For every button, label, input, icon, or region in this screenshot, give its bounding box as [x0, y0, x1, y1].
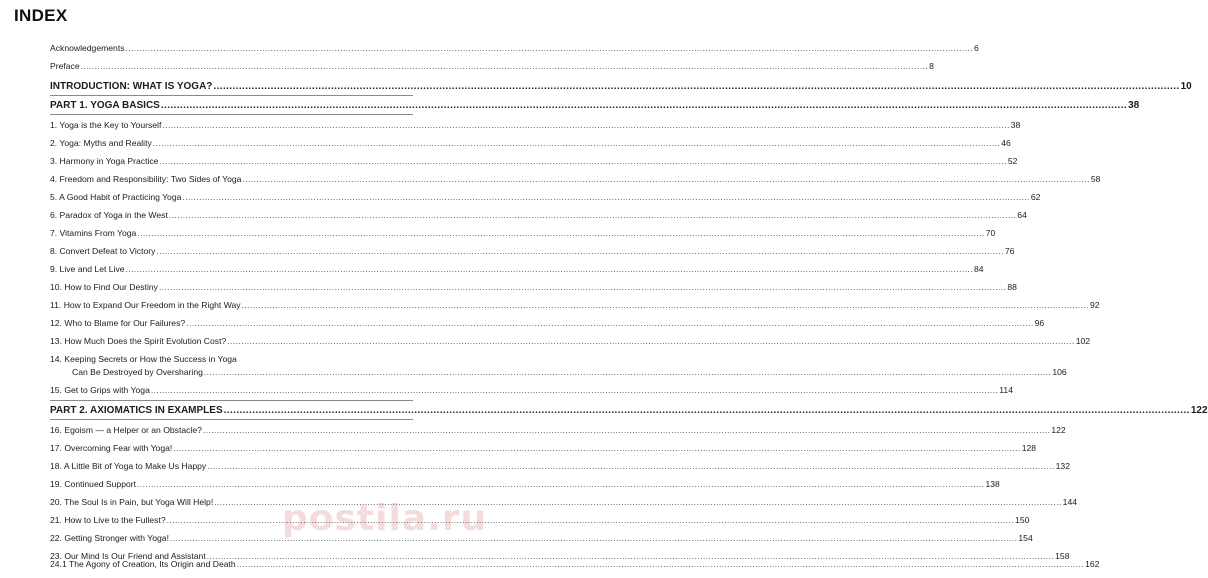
toc-entry[interactable]: 24.1 The Agony of Creation, Its Origin and Death ..... 162 [50, 558, 413, 570]
toc-entry[interactable]: 23. Our Mind Is Our Friend and Assistant ..... 158 [50, 550, 413, 562]
toc-entry[interactable]: 18. A Little Bit of Yoga to Make Us Happy ..... 132 [50, 460, 413, 472]
toc-entry[interactable]: 5. A Good Habit of Practicing Yoga ..... 62 [50, 191, 413, 203]
divider [50, 114, 413, 115]
toc-entry[interactable]: 4. Freedom and Responsibility: Two Sides of Yoga ..... 58 [50, 173, 413, 185]
toc-entry[interactable]: Preface ..... 8 [50, 60, 413, 72]
toc-entry[interactable]: 14. Keeping Secrets or How the Success in Yoga [50, 354, 237, 364]
toc-entry-continuation[interactable]: Can Be Destroyed by Oversharing ..... 106 [72, 366, 413, 378]
toc-entry[interactable]: 8. Convert Defeat to Victory ..... 76 [50, 245, 413, 257]
toc-entry[interactable]: 16. Egoism — a Helper or an Obstacle? ..... 122 [50, 424, 413, 436]
toc-section-heading[interactable]: INTRODUCTION: WHAT IS YOGA? ..... 10 [50, 80, 413, 94]
toc-section-heading[interactable]: PART 2. AXIOMATICS IN EXAMPLES ..... 122 [50, 404, 413, 418]
toc-entry[interactable]: 6. Paradox of Yoga in the West ..... 64 [50, 209, 413, 221]
toc-entry[interactable]: 13. How Much Does the Spirit Evolution Cost? ..... 102 [50, 335, 413, 347]
divider [50, 419, 413, 420]
divider [50, 95, 413, 96]
toc-entry[interactable]: 17. Overcoming Fear with Yoga! ..... 128 [50, 442, 413, 454]
toc-entry[interactable]: 9. Live and Let Live ..... 84 [50, 263, 413, 275]
toc-entry[interactable]: 21. How to Live to the Fullest? ..... 150 [50, 514, 413, 526]
toc-entry[interactable]: 11. How to Expand Our Freedom in the Right Way ..... 92 [50, 299, 413, 311]
toc-entry[interactable]: 22. Getting Stronger with Yoga! ..... 154 [50, 532, 413, 544]
toc-entry[interactable]: 20. The Soul Is in Pain, but Yoga Will Help! ..... 144 [50, 496, 413, 508]
page-title: INDEX [14, 6, 68, 25]
toc-entry[interactable]: 19. Continued Support ..... 138 [50, 478, 413, 490]
watermark: postila.ru [282, 498, 488, 539]
toc-entry[interactable]: 10. How to Find Our Destiny ..... 88 [50, 281, 413, 293]
toc-entry[interactable]: 7. Vitamins From Yoga ..... 70 [50, 227, 413, 239]
toc-entry[interactable]: 15. Get to Grips with Yoga ..... 114 [50, 384, 413, 396]
toc-entry[interactable]: 1. Yoga is the Key to Yourself ..... 38 [50, 119, 413, 131]
toc-entry[interactable]: 3. Harmony in Yoga Practice ..... 52 [50, 155, 413, 167]
toc-section-heading[interactable]: PART 1. YOGA BASICS ..... 38 [50, 99, 413, 113]
toc-entry[interactable]: 2. Yoga: Myths and Reality ..... 46 [50, 137, 413, 149]
toc-entry[interactable]: 12. Who to Blame for Our Failures? ..... 96 [50, 317, 413, 329]
toc-entry[interactable]: Acknowledgements ..... 6 [50, 42, 413, 54]
divider [50, 400, 413, 401]
